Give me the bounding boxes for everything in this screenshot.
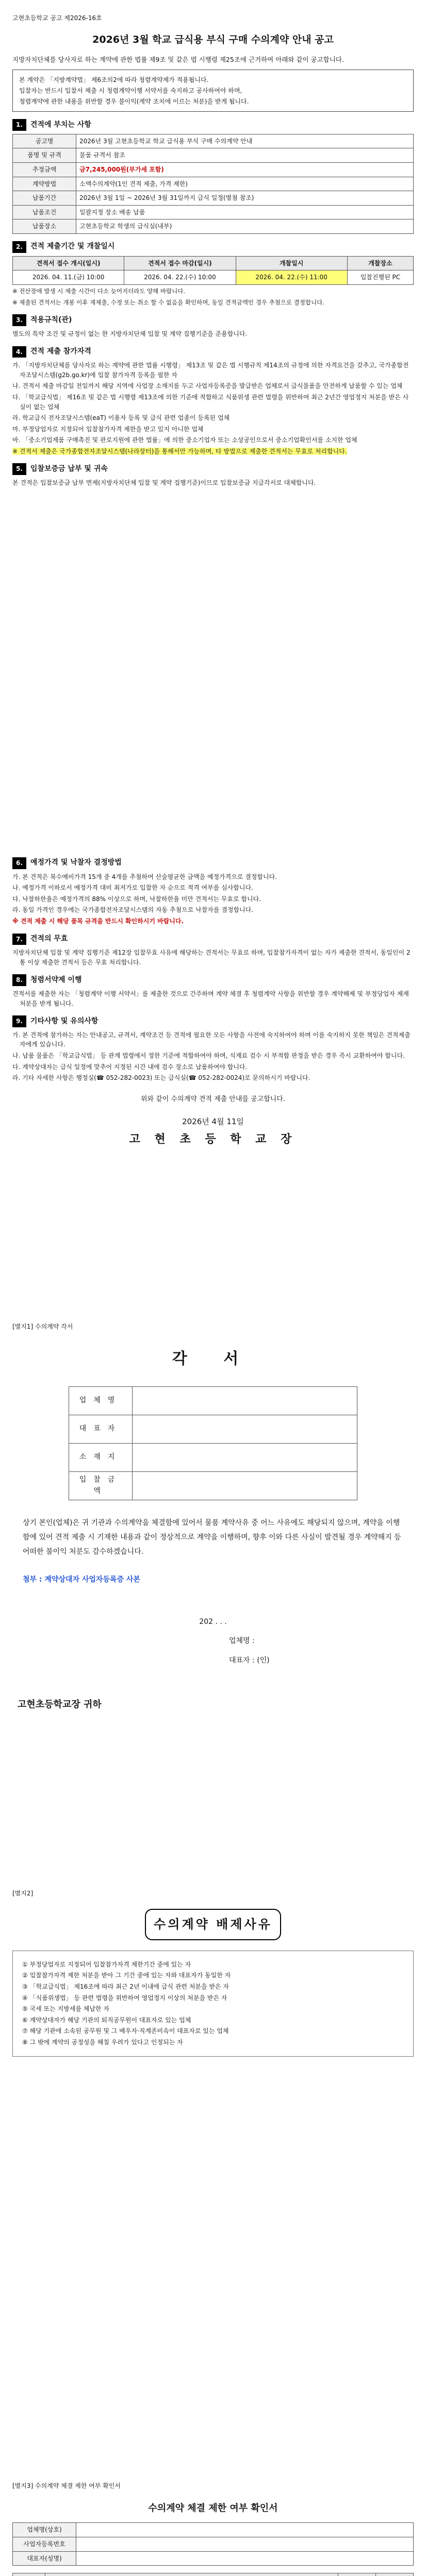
form-title: 수의계약 체결 제한 여부 확인서 [148,2502,278,2514]
pledge-form-page [12,1314,414,1880]
column-header: 개찰일시 [236,256,347,270]
section-heading [12,857,414,869]
field-value: 금7,245,000원(부가세 포함) [76,162,414,177]
schedule-note: ※ 제출된 견적서는 개봉 이후 재제출, 수정 또는 취소 할 수 없음을 확인하며, 동일 견적금액인 경우 추첨으로 결정합니다. [12,298,324,306]
schedule-note: ※ 전산장애 발생 시 제출 시간이 다소 늦어지더라도 양해 바랍니다. [12,287,186,295]
section-title: 예정가격 및 낙찰자 결정방법 [30,858,122,867]
section-text: 견적서를 제출한 자는 「청렴계약 이행 서약서」를 제출한 것으로 간주하며 계약 체결 후 청렴계약 사항을 위반할 경우 계약해제 및 부정당업자 제재 처분을 받게 됩니다. [12,990,409,1007]
field-label: 소재지 [69,1444,133,1472]
list-item: 다. 낙찰하한율은 예정가격의 88% 이상으로 하며, 낙찰하한율 미만 견적서는 무효로 합니다. [12,895,261,903]
form-label: [별지3] 수의계약 체결 제한 여부 확인서 [12,2482,121,2489]
field-label: 추정금액 [13,162,76,177]
section-number: 8. [12,974,26,986]
table-cell: 2026. 04. 22.(수) 11:00 [236,270,347,285]
field-value: 2026년 3월 1일 ~ 2026년 3월 31일까지 급식 일정(별첨 참조) [76,191,414,206]
list-item: 가. 「지방자치단체를 당사자로 하는 계약에 관한 법률 시행령」 제13조 및 같은 법 시행규칙 제14조의 규정에 의한 자격요건을 갖추고, 국가종합전자조달시스템(g2b.go.kr)에 입찰 참가자격 등록을 필한 자 [12,362,409,379]
list-item: ① 부정당업자로 지정되어 입찰참가자격 제한기간 중에 있는 자 [22,1960,191,1968]
exclusion-page [12,1880,414,2473]
field-label: 품명 및 규격 [13,148,76,163]
field-value: 고현초등학교 학생의 급식실(내부) [76,219,414,234]
section-title: 견적의 무효 [30,935,68,943]
address-field[interactable] [133,1444,357,1472]
section-number: 9. [12,1015,26,1027]
section-title: 적용규칙(관) [30,315,72,324]
list-item: 가. 본 견적에 참가하는 자는 안내공고, 규격서, 계약조건 등 견적에 필요한 모든 사항을 사전에 숙지하여야 하며 이를 숙지하지 못한 책임은 견적제출자에게 있습니다. [12,1031,411,1048]
list-item: 바. 「중소기업제품 구매촉진 및 판로지원에 관한 법률」에 의한 중소기업자 또는 소상공인으로서 중소기업확인서를 소지한 업체 [12,436,357,444]
list-item: 다. 계약상대자는 급식 일정에 맞추어 지정된 시간 내에 검수 장소로 납품하여야 합니다. [12,1063,248,1071]
field-label: 공고명 [13,134,76,148]
notice-page-2 [12,850,414,1314]
column-header [338,2573,376,2576]
section-heading [12,974,414,986]
table-cell: 2026. 04. 11.(금) 10:00 [13,270,124,285]
section-title: 견적에 부치는 사항 [30,120,91,129]
pledge-date: 202 . . . [199,1617,227,1626]
section-number: 1. [12,119,26,131]
highlight-note: ※ 견적서 제출은 국가종합전자조달시스템(나라장터)을 통해서만 가능하며, 타 방법으로 제출한 견적서는 무효로 처리합니다. [12,447,347,455]
section-heading [12,934,414,945]
notice-line: 청렴계약에 관한 내용을 위반할 경우 불이익(계약 조치에 이르는 처분)을 받게 됩니다. [19,97,249,105]
list-item: 마. 부정당업자로 지정되어 입찰참가자격 제한을 받고 있지 아니한 업체 [12,425,204,433]
column-header: 견적서 접수 개시(일시) [13,256,124,270]
list-item: ③ 「학교급식법」 제16조에 따라 최근 2년 이내에 급식 관련 처분을 받은 자 [22,1982,230,1990]
section-number: 3. [12,314,26,326]
principal-signature: 고 현 초 등 학 교 장 [129,1133,297,1146]
section-number: 6. [12,857,26,869]
doc-number: 고현초등학교 공고 제2026-16호 [12,14,102,22]
section-number: 4. [12,346,26,358]
list-item: 라. 기타 자세한 사항은 행정실(☎ 052-282-0023) 또는 급식실(☎ 052-282-0024)로 문의하시기 바랍니다. [12,1074,310,1082]
form-label: [별지2] [12,1890,34,1897]
column-header [376,2573,414,2576]
section-title: 기타사항 및 유의사항 [30,1016,99,1025]
field-label: 납품장소 [13,219,76,234]
confirmation-page [12,2473,414,2576]
section-heading [12,314,414,326]
bid-info-table [12,134,414,234]
list-item: ⑥ 계약상대자가 해당 기관의 퇴직공무원이 대표자로 있는 업체 [22,2016,191,2024]
exclusion-list [12,1951,414,2057]
field-label: 대표자(성명) [13,2551,76,2566]
notice-line: 본 계약은 「지방계약법」 제6조의2에 따라 청렴계약제가 적용됩니다. [19,76,209,84]
list-item: ④ 「식품위생법」 등 관련 법령을 위반하여 영업정지 이상의 처분을 받은 자 [22,1994,227,2002]
pledge-info-table [69,1386,357,1500]
field-input[interactable] [76,2551,414,2566]
table-cell: 입찰진행된 PC [347,270,413,285]
section-text: 지방자치단체 입찰 및 계약 집행기준 제12장 입찰무효 사유에 해당하는 견적서는 무효로 하며, 입찰참가자격이 없는 자가 제출한 견적서, 동일인이 2통 이상 제출한 견적서 등은 무효 처리합니다. [12,949,411,966]
field-value: 소액수의계약(1인 견적 제출, 가격 제한) [76,177,414,191]
field-label: 업체명(상호) [13,2523,76,2537]
schedule-table [12,256,414,285]
notice-line: 입찰자는 반드시 입찰서 제출 시 청렴계약이행 서약서를 숙지하고 공사하여야 하며, [19,87,242,94]
notice-page [12,0,414,850]
company-field[interactable] [133,1387,357,1415]
field-input[interactable] [76,2523,414,2537]
form-label: [별지1] 수의계약 각서 [12,1323,73,1330]
section-title: 견적 제출기간 및 개찰일시 [30,242,115,251]
field-value: 일괄지정 장소 배송 납품 [76,205,414,219]
notice-date: 2026년 4월 11일 [182,1116,244,1126]
warning-note: ※ 견적 제출 시 해당 품목 규격을 반드시 확인하시기 바랍니다. [12,917,184,925]
section-title: 청렴서약제 이행 [30,975,82,984]
section-heading [12,463,414,475]
pledge-body: 상기 본인(업체)은 귀 기관과 수의계약을 체결함에 있어서 물품 계약사유 중 어느 사유에도 해당되지 않으며, 계약을 이행함에 있어 견적 제출 시 기재한 내용과 같이 정상적으로 계약을 이행하며, 향후 이와 다른 사실이 발견될 경우 계약해지 등 어떠한 불이익 처분도 감수하겠습니다. [23,1519,401,1556]
section-heading [12,241,414,253]
list-item: ⑦ 해당 기관에 소속된 공무원 및 그 배우자·직계존비속이 대표자로 있는 업체 [22,2027,229,2035]
column-header [13,2573,45,2576]
section-number: 2. [12,241,26,253]
field-label: 입찰금액 [69,1472,133,1500]
field-label: 대표자 [69,1415,133,1444]
section-heading [12,346,414,358]
section-text: 본 견적은 입찰보증금 납부 면제(지방자치단체 입찰 및 계약 집행기준)이므로 입찰보증금 지급각서로 대체합니다. [12,479,316,487]
list-item: 다. 「학교급식법」 제16조 및 같은 법 시행령 제13조에 의한 기준에 적합하고 식품위생 관련 법령을 위반하여 최근 2년간 영업정지 처분을 받은 사실이 없는 업체 [12,393,409,411]
section-number: 7. [12,934,26,945]
list-item: 라. 동일 가격인 경우에는 국가종합전자조달시스템의 자동 추첨으로 낙찰자를 결정합니다. [12,906,254,914]
list-item: ⑧ 그 밖에 계약의 공정성을 해칠 우려가 있다고 인정되는 자 [22,2038,183,2046]
bid-amount-field[interactable] [133,1472,357,1500]
section-heading [12,119,414,131]
list-item: ② 입찰참가자격 제한 처분을 받아 그 기간 중에 있는 자와 대표자가 동일한 자 [22,1972,231,1979]
list-item: ⑤ 국세 또는 지방세를 체납한 자 [22,2005,109,2013]
representative-label: 대표자 : (인) [229,1656,270,1665]
list-item: 가. 본 견적은 복수예비가격 15개 중 4개를 추첨하여 산술평균한 금액을 예정가격으로 결정합니다. [12,873,277,880]
representative-field[interactable] [133,1415,357,1444]
section-title: 견적 제출 참가자격 [30,347,91,355]
recipient: 고현초등학교장 귀하 [18,1699,102,1710]
section-number: 5. [12,463,26,475]
column-header [45,2573,338,2576]
intro-text: 지방자치단체를 당사자로 하는 계약에 관한 법률 제9조 및 같은 법 시행령 제25조에 근거하여 아래와 같이 공고합니다. [12,56,344,64]
column-header: 개찰장소 [347,256,413,270]
list-item: 나. 납품 물품은 「학교급식법」 등 관계 법령에서 정한 기준에 적합하여야 하며, 식재료 검수 시 부적합 판정을 받은 경우 즉시 교환하여야 합니다. [12,1052,405,1059]
integrity-notice-box [12,70,414,112]
section-title: 입찰보증금 납부 및 귀속 [30,464,108,473]
field-label: 납품기간 [13,191,76,206]
closing-text: 위와 같이 수의계약 견적 제출 안내를 공고합니다. [140,1095,286,1103]
table-cell: 2026. 04. 22.(수) 10:00 [124,270,236,285]
company-info-table [12,2522,414,2566]
list-item: 라. 학교급식 전자조달시스템(eaT) 이용자 등록 및 급식 관련 업종이 등록된 업체 [12,414,230,422]
check-table [12,2573,414,2576]
section-heading [12,1015,414,1027]
list-item: 나. 견적서 제출 마감일 전일까지 해당 지역에 사업장 소재지를 두고 사업자등록증을 발급받은 업체로서 급식물품을 안전하게 납품할 수 있는 업체 [12,382,403,390]
form-title: 수의계약 배제사유 [145,1909,281,1940]
list-item: 나. 예정가격 이하로서 예정가격 대비 최저가로 입찰한 자 순으로 적격 여부를 심사합니다. [12,884,253,892]
column-header: 견적서 접수 마감(일시) [124,256,236,270]
company-label: 업체명 : [229,1637,255,1646]
notice-title: 2026년 3월 학교 급식용 부식 구매 수의계약 안내 공고 [92,33,334,45]
field-label: 업체명 [69,1387,133,1415]
attachment-note: 첨부 : 계약상대자 사업자등록증 사본 [23,1575,140,1584]
field-value: 물품 규격서 참조 [76,148,414,163]
field-label: 납품조건 [13,205,76,219]
section-text: 별도의 특약 조건 및 규정이 없는 한 지방자치단체 입찰 및 계약 집행기준을 준용합니다. [12,330,248,337]
field-value: 2026년 3월 고현초등학교 학교 급식용 부식 구매 수의계약 안내 [76,134,414,148]
field-label: 계약방법 [13,177,76,191]
field-input[interactable] [76,2537,414,2552]
form-title: 각 서 [172,1349,254,1368]
field-label: 사업자등록번호 [13,2537,76,2552]
